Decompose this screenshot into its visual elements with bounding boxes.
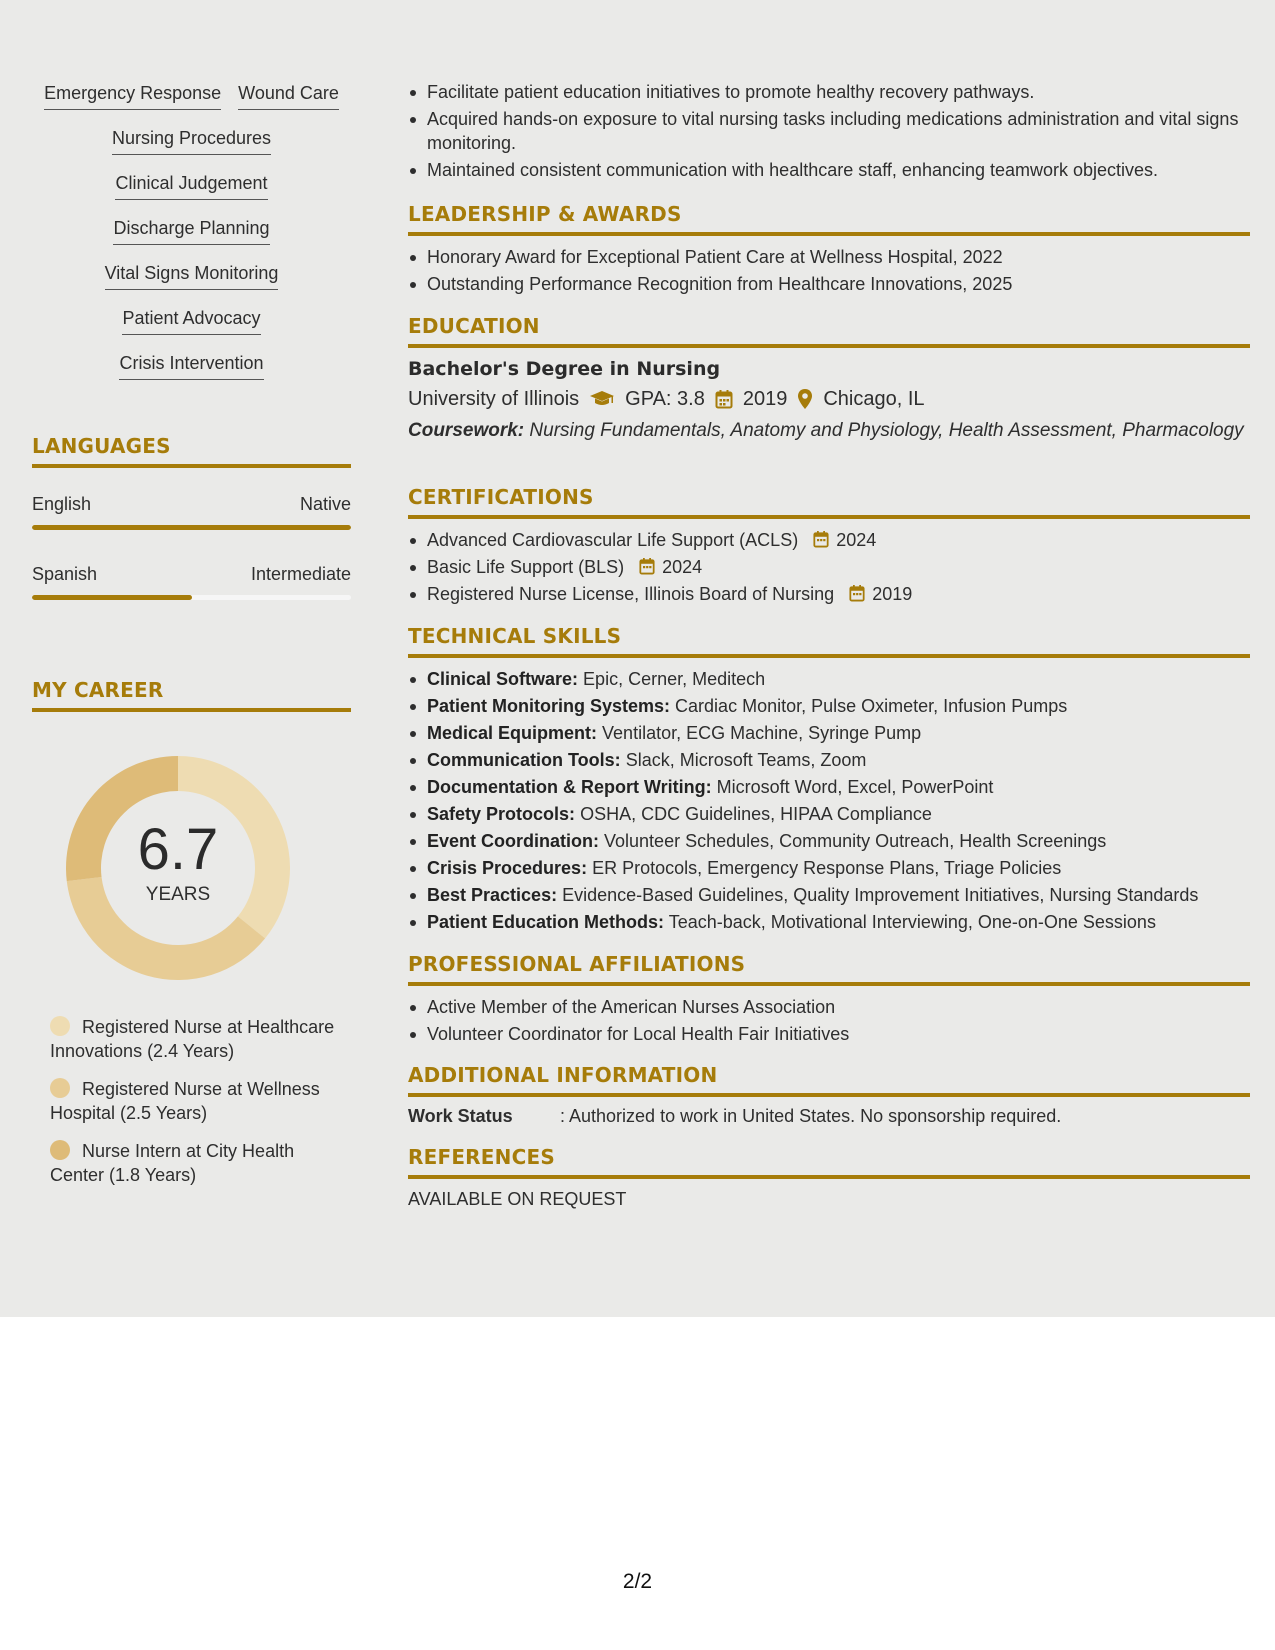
language-spanish — [32, 564, 351, 600]
language-bar-fill — [32, 595, 192, 600]
additional-info-section — [408, 1063, 1250, 1127]
experience-bullet: Maintained consistent communication with healthcare staff, enhancing teamwork objectives. — [408, 158, 1250, 182]
additional-info-title: ADDITIONAL INFORMATION — [408, 1063, 718, 1087]
calendar-icon — [715, 389, 733, 409]
skill-category: Crisis Procedures: — [427, 857, 588, 878]
skill-values: Cardiac Monitor, Pulse Oximeter, Infusion Pumps — [675, 695, 1068, 716]
education-title: EDUCATION — [408, 314, 540, 338]
section-rule — [408, 1093, 1250, 1097]
certification-year: 2019 — [872, 583, 913, 604]
certification-name: Registered Nurse License, Illinois Board of Nursing — [427, 583, 835, 604]
calendar-icon — [849, 584, 865, 602]
skill-tag: Wound Care — [238, 82, 339, 110]
skill-values: Epic, Cerner, Meditech — [583, 668, 766, 689]
work-status-value: : Authorized to work in United States. No sponsorship required. — [560, 1105, 1062, 1126]
language-english — [32, 494, 351, 530]
technical-skill-item — [408, 721, 1250, 745]
language-level: Intermediate — [250, 564, 351, 584]
section-rule — [408, 344, 1250, 348]
certification-year: 2024 — [836, 529, 877, 550]
experience-bullet: Facilitate patient education initiatives to promote healthy recovery pathways. — [408, 80, 1250, 104]
skill-category: Event Coordination: — [427, 830, 599, 851]
career-title: MY CAREER — [32, 678, 164, 702]
section-rule — [408, 1175, 1250, 1179]
section-rule — [32, 708, 351, 712]
certifications-title: CERTIFICATIONS — [408, 485, 594, 509]
legend-label: Registered Nurse at Healthcare Innovations (2.4 Years) — [50, 1017, 335, 1061]
language-name: English — [32, 494, 92, 514]
legend-dot — [50, 1140, 70, 1160]
technical-skill-item — [408, 775, 1250, 799]
leadership-section — [408, 202, 1250, 299]
language-name: Spanish — [32, 564, 98, 584]
coursework-label: Coursework: — [408, 419, 525, 441]
skill-tag: Discharge Planning — [113, 217, 269, 245]
calendar-icon — [639, 557, 655, 575]
school-location: Chicago, IL — [823, 387, 925, 410]
legend-item — [50, 1077, 340, 1125]
legend-item — [50, 1139, 340, 1187]
skill-values: Slack, Microsoft Teams, Zoom — [625, 749, 867, 770]
languages-title: LANGUAGES — [32, 434, 171, 458]
degree-name: Bachelor's Degree in Nursing — [408, 357, 721, 380]
section-rule — [408, 232, 1250, 236]
language-bar — [32, 595, 351, 600]
leadership-title: LEADERSHIP & AWARDS — [408, 202, 682, 226]
affiliation-item: Active Member of the American Nurses Association — [408, 995, 1250, 1019]
coursework-list: Nursing Fundamentals, Anatomy and Physiology, Health Assessment, Pharmacology — [529, 419, 1244, 441]
gpa: GPA: 3.8 — [625, 387, 705, 410]
skill-category: Patient Education Methods: — [427, 911, 665, 932]
certification-item — [408, 582, 1250, 606]
legend-dot — [50, 1078, 70, 1098]
skill-category: Patient Monitoring Systems: — [427, 695, 671, 716]
legend-label: Registered Nurse at Wellness Hospital (2.5 Years) — [50, 1079, 320, 1123]
skill-tag: Nursing Procedures — [112, 127, 271, 155]
technical-skill-item — [408, 883, 1250, 907]
references-section — [408, 1145, 1250, 1210]
experience-continued — [408, 80, 1250, 185]
affiliations-title: PROFESSIONAL AFFILIATIONS — [408, 952, 746, 976]
school-name: University of Illinois — [408, 387, 580, 410]
section-rule — [408, 515, 1250, 519]
skill-values: OSHA, CDC Guidelines, HIPAA Compliance — [580, 803, 932, 824]
language-bar — [32, 525, 351, 530]
languages-section — [32, 434, 351, 468]
skill-category: Safety Protocols: — [427, 803, 576, 824]
technical-skill-item — [408, 910, 1250, 934]
technical-skills-title: TECHNICAL SKILLS — [408, 624, 622, 648]
career-unit: YEARS — [145, 884, 211, 905]
skill-values: Microsoft Word, Excel, PowerPoint — [716, 776, 994, 797]
graduation-year: 2019 — [742, 387, 788, 410]
skill-tag: Crisis Intervention — [119, 352, 263, 380]
skill-tag: Vital Signs Monitoring — [105, 262, 279, 290]
education-details — [408, 388, 1250, 411]
skill-values: Volunteer Schedules, Community Outreach, Health Screenings — [604, 830, 1107, 851]
references-title: REFERENCES — [408, 1145, 555, 1169]
award-item: Honorary Award for Exceptional Patient Care at Wellness Hospital, 2022 — [408, 245, 1250, 269]
affiliations-section — [408, 952, 1250, 1049]
skill-tag: Clinical Judgement — [115, 172, 267, 200]
skill-category: Clinical Software: — [427, 668, 579, 689]
section-rule — [32, 464, 351, 468]
location-pin-icon — [797, 388, 813, 410]
skill-values: Ventilator, ECG Machine, Syringe Pump — [602, 722, 922, 743]
section-rule — [408, 654, 1250, 658]
section-rule — [408, 982, 1250, 986]
technical-skill-item — [408, 829, 1250, 853]
certifications-section — [408, 485, 1250, 609]
career-legend — [50, 1015, 340, 1201]
skill-values: ER Protocols, Emergency Response Plans, Triage Policies — [592, 857, 1062, 878]
language-level: Native — [299, 494, 351, 514]
skill-values: Evidence-Based Guidelines, Quality Improvement Initiatives, Nursing Standards — [562, 884, 1199, 905]
technical-skill-item — [408, 856, 1250, 880]
certification-year: 2024 — [662, 556, 703, 577]
award-item: Outstanding Performance Recognition from Healthcare Innovations, 2025 — [408, 272, 1250, 296]
skill-tag: Patient Advocacy — [122, 307, 260, 335]
career-donut — [66, 756, 290, 980]
legend-label: Nurse Intern at City Health Center (1.8 Years) — [50, 1141, 295, 1185]
graduation-cap-icon — [589, 390, 615, 408]
skill-values: Teach-back, Motivational Interviewing, One-on-One Sessions — [668, 911, 1156, 932]
donut-center — [66, 756, 290, 980]
page-number: 2/2 — [622, 1570, 653, 1593]
skill-category: Best Practices: — [427, 884, 558, 905]
coursework — [408, 419, 1250, 443]
calendar-icon — [813, 530, 829, 548]
technical-skills-section — [408, 624, 1250, 937]
experience-bullet: Acquired hands-on exposure to vital nursing tasks including medications administration and vital signs monitoring. — [408, 107, 1250, 155]
skill-category: Communication Tools: — [427, 749, 621, 770]
certification-name: Advanced Cardiovascular Life Support (ACLS) — [427, 529, 799, 550]
career-section — [32, 678, 351, 712]
language-bar-fill — [32, 525, 351, 530]
skill-category: Documentation & Report Writing: — [427, 776, 712, 797]
technical-skill-item — [408, 748, 1250, 772]
skill-category: Medical Equipment: — [427, 722, 598, 743]
legend-dot — [50, 1016, 70, 1036]
legend-item — [50, 1015, 340, 1063]
certification-item — [408, 555, 1250, 579]
certification-item — [408, 528, 1250, 552]
certification-name: Basic Life Support (BLS) — [427, 556, 625, 577]
skills-list — [32, 82, 351, 397]
career-total: 6.7 — [137, 817, 219, 882]
references-text: AVAILABLE ON REQUEST — [408, 1188, 627, 1209]
work-status — [408, 1106, 1250, 1127]
work-status-label: Work Status — [408, 1105, 513, 1126]
technical-skill-item — [408, 667, 1250, 691]
skill-tag: Emergency Response — [44, 82, 221, 110]
affiliation-item: Volunteer Coordinator for Local Health Fair Initiatives — [408, 1022, 1250, 1046]
technical-skill-item — [408, 802, 1250, 826]
technical-skill-item — [408, 694, 1250, 718]
education-section — [408, 314, 1250, 443]
